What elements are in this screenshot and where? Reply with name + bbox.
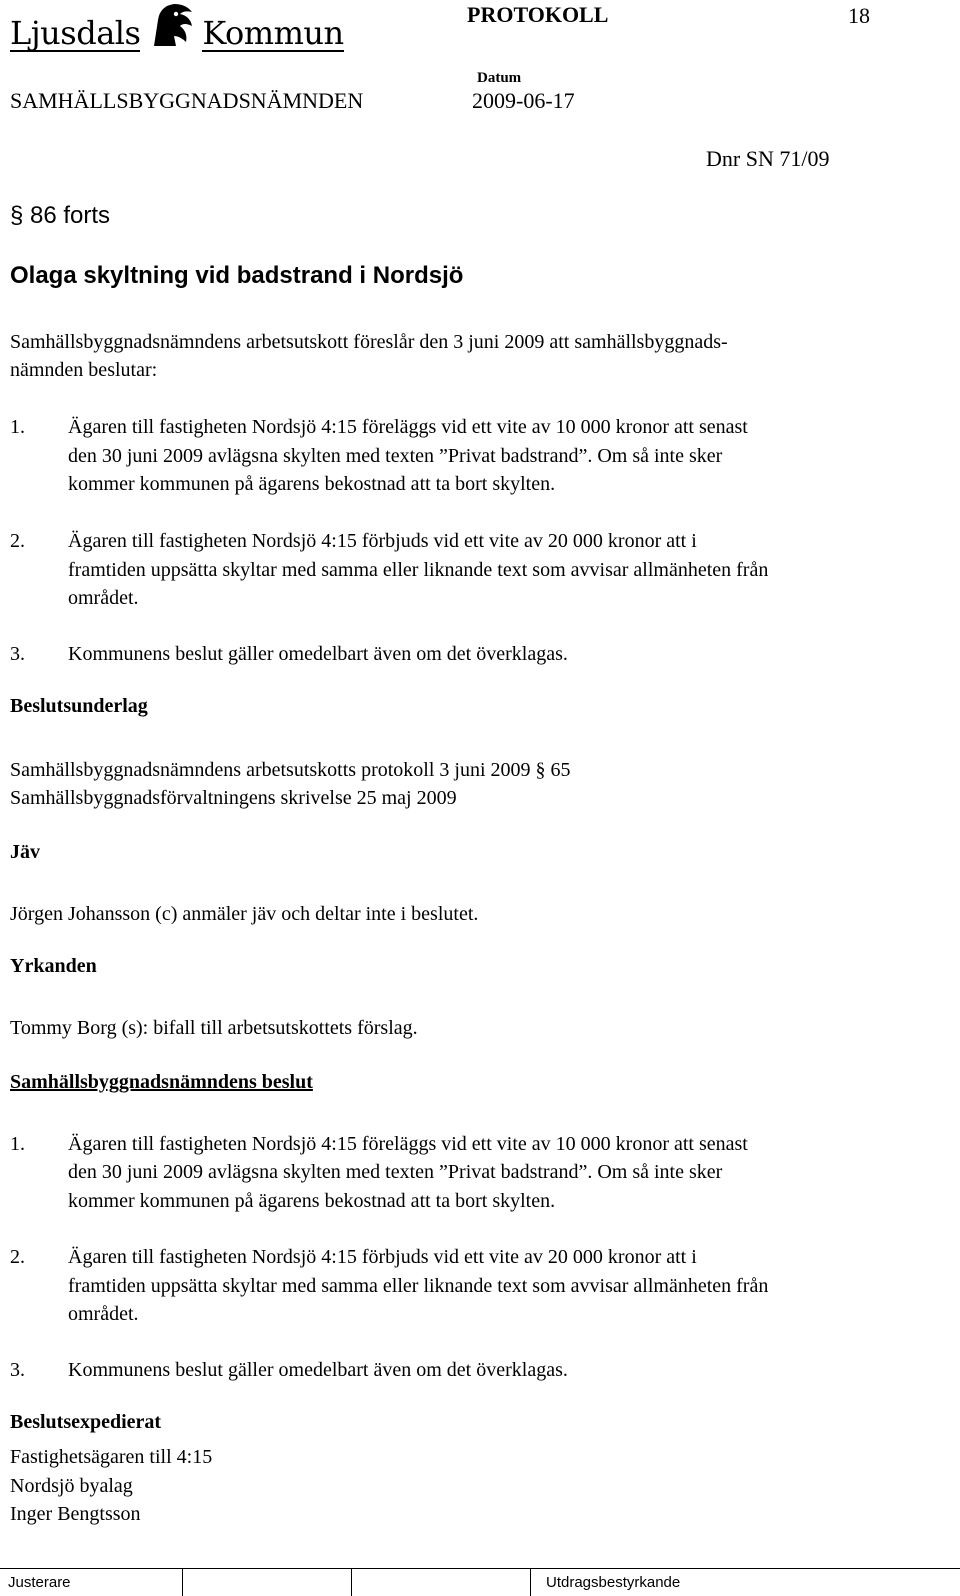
- date-label: Datum: [477, 70, 522, 86]
- page-number: 18: [848, 3, 870, 28]
- list-item-line: Ägaren till fastigheten Nordsjö 4:15 föreläggs vid ett vite av 10 000 kronor att senast: [68, 1133, 748, 1155]
- board-name: SAMHÄLLSBYGGNADSNÄMNDEN: [10, 88, 364, 113]
- list-number: 3.: [10, 1359, 25, 1381]
- footer-label-utdragsbestyrkande: Utdragsbestyrkande: [546, 1574, 681, 1591]
- yrkanden-text: Tommy Borg (s): bifall till arbetsutskottets förslag.: [10, 1017, 418, 1039]
- yrkanden-heading: Yrkanden: [10, 955, 97, 977]
- signature-box: [352, 1568, 531, 1596]
- logo-text-left: Ljusdals: [10, 14, 141, 52]
- dispatch-heading: Beslutsexpedierat: [10, 1411, 162, 1433]
- document-type: PROTOKOLL: [467, 2, 609, 27]
- intro-line: nämnden beslutar:: [10, 359, 158, 381]
- paragraph-number: § 86 forts: [10, 202, 111, 229]
- list-item-line: Ägaren till fastigheten Nordsjö 4:15 förbjuds vid ett vite av 20 000 kronor att i: [68, 1246, 697, 1268]
- dispatch-line: Inger Bengtsson: [10, 1503, 141, 1525]
- list-item-line: området.: [68, 1303, 139, 1325]
- signature-box: [183, 1568, 352, 1596]
- list-item-line: Ägaren till fastigheten Nordsjö 4:15 föreläggs vid ett vite av 10 000 kronor att senast: [68, 416, 748, 438]
- dispatch-line: Fastighetsägaren till 4:15: [10, 1446, 213, 1468]
- list-item-line: framtiden uppsätta skyltar med samma eller liknande text som avvisar allmänheten från: [68, 559, 769, 581]
- dispatch-line: Nordsjö byalag: [10, 1475, 133, 1497]
- list-item-line: kommer kommunen på ägarens bekostnad att ta bort skylten.: [68, 1190, 556, 1212]
- logo-text-right: Kommun: [202, 14, 344, 52]
- basis-line: Samhällsbyggnadsnämndens arbetsutskotts protokoll 3 juni 2009 § 65: [10, 759, 571, 781]
- footer-label-justerare: Justerare: [8, 1574, 71, 1591]
- list-item-line: framtiden uppsätta skyltar med samma eller liknande text som avvisar allmänheten från: [68, 1275, 769, 1297]
- list-number: 2.: [10, 1246, 25, 1268]
- intro-line: Samhällsbyggnadsnämndens arbetsutskott föreslår den 3 juni 2009 att samhällsbyggnads-: [10, 331, 728, 353]
- list-item-line: Kommunens beslut gäller omedelbart även om det överklagas.: [68, 1359, 568, 1381]
- list-item-line: kommer kommunen på ägarens bekostnad att ta bort skylten.: [68, 473, 556, 495]
- jav-text: Jörgen Johansson (c) anmäler jäv och deltar inte i beslutet.: [10, 903, 479, 925]
- list-item-line: den 30 juni 2009 avlägsna skylten med texten ”Privat badstrand”. Om så inte sker: [68, 445, 723, 467]
- case-number: Dnr SN 71/09: [706, 146, 830, 171]
- jav-heading: Jäv: [10, 841, 40, 863]
- list-item-line: området.: [68, 587, 139, 609]
- list-item-line: Ägaren till fastigheten Nordsjö 4:15 förbjuds vid ett vite av 20 000 kronor att i: [68, 530, 697, 552]
- decision-heading: Samhällsbyggnadsnämndens beslut: [10, 1071, 313, 1093]
- list-item-line: den 30 juni 2009 avlägsna skylten med texten ”Privat badstrand”. Om så inte sker: [68, 1161, 723, 1183]
- list-item-line: Kommunens beslut gäller omedelbart även om det överklagas.: [68, 643, 568, 665]
- basis-heading: Beslutsunderlag: [10, 695, 148, 717]
- page-title: Olaga skyltning vid badstrand i Nordsjö: [10, 262, 464, 289]
- meeting-date: 2009-06-17: [472, 88, 575, 113]
- list-number: 3.: [10, 643, 25, 665]
- basis-line: Samhällsbyggnadsförvaltningens skrivelse 25 maj 2009: [10, 787, 457, 809]
- list-number: 1.: [10, 1133, 25, 1155]
- municipality-logo: [10, 0, 344, 52]
- list-number: 1.: [10, 416, 25, 438]
- list-number: 2.: [10, 530, 25, 552]
- lion-emblem-icon: [146, 0, 198, 52]
